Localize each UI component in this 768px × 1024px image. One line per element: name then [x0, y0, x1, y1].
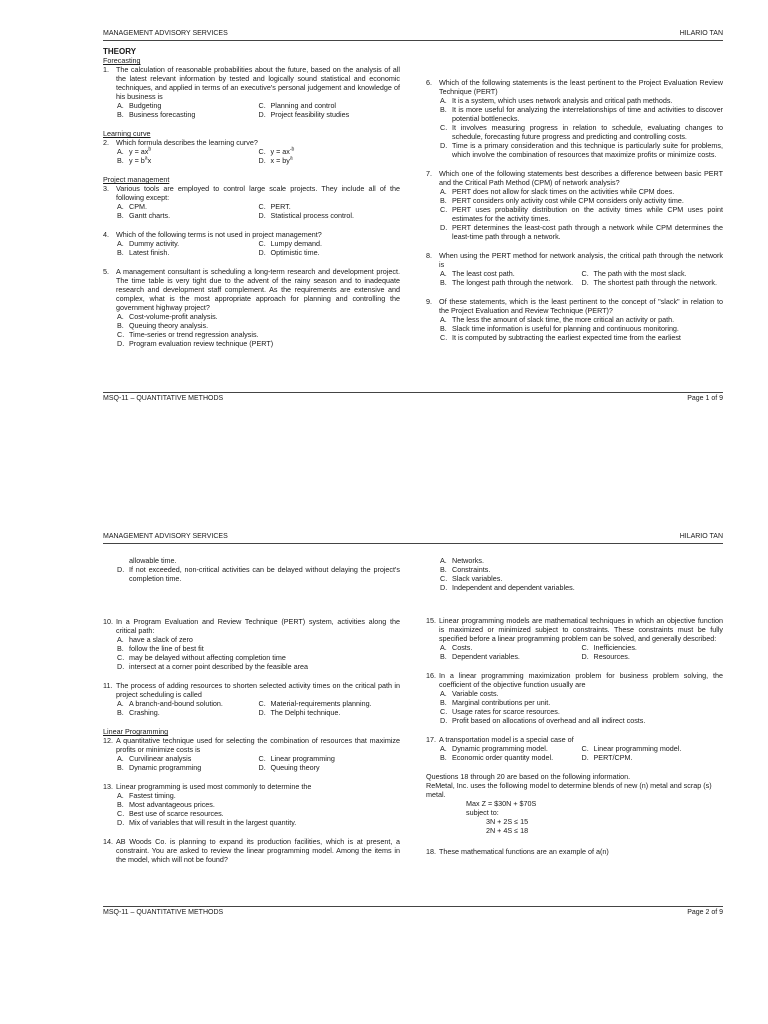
header-title: MANAGEMENT ADVISORY SERVICES	[103, 30, 228, 37]
constraint-1: 3N + 2S ≤ 15	[486, 817, 529, 826]
question-3: 3. Various tools are employed to control large scale projects. They include all of the following except:	[103, 184, 400, 202]
questions-18-20-intro: Questions 18 through 20 are based on the following information.	[426, 772, 631, 781]
question-13-options: A. Fastest timing. B. Most advantageous prices. C. Best use of scarce resources. D. Mix of variables that will result in the largest quantity.	[117, 791, 297, 827]
question-6: 6. Which of the following statements is the least pertinent to the Project Evaluation Review Technique (PERT)	[426, 78, 723, 96]
question-11: 11. The process of adding resources to shorten selected activity times on the critical path in project scheduling is called	[103, 681, 400, 699]
question-13: 13. Linear programming is used most commonly to determine the	[103, 782, 312, 791]
question-12: 12. A quantitative technique used for selecting the combination of resources that maximize profits or minimize costs is	[103, 736, 400, 754]
question-17-options: A. Dynamic programming model. C. Linear programming model. B. Economic order quantity model. D. PERT/CPM.	[440, 744, 682, 762]
question-7-options: A. PERT does not allow for slack times on the activities while CPM does. B. PERT considers only activity cost while CPM considers only activity time. C. PERT uses probability distribution on the activity times while CPM uses point estimates for the activity times. D. PERT determines the least-cost path through a network while CPM determines the least-time path through a network.	[440, 187, 723, 241]
page-1	[103, 30, 723, 403]
question-5-options: A. Cost-volume-profit analysis. B. Queuing theory analysis. C. Time-series or trend regression analysis. D. Program evaluation review technique (PERT)	[117, 312, 274, 348]
section-learning-curve: Learning curve	[103, 129, 151, 138]
remetal-description: ReMetal, Inc. uses the following model to determine blends of new (n) metal and scrap (s) metal.	[426, 781, 712, 799]
page-footer	[103, 906, 723, 917]
question-12-options: A. Curvilinear analysis C. Linear programming B. Dynamic programming D. Queuing theory	[117, 754, 335, 772]
question-14: 14. AB Woods Co. is planning to expand its production facilities, which is at present, a constraint. You are asked to review the linear programming model. Among the items in the model, which will not be found?	[103, 837, 400, 864]
page-footer	[103, 392, 723, 403]
question-9-options: A. The less the amount of slack time, the more critical an activity or path. B. Slack time information is useful for planning and continuous monitoring. C. It is computed by subtracting the earliest expected time from the earliest	[440, 315, 681, 342]
question-7: 7. Which one of the following statements best describes a difference between basic PERT and the Critical Path Method (CPM) of network analysis?	[426, 169, 723, 187]
page-2	[103, 533, 723, 917]
question-4-options: A. Dummy activity. C. Lumpy demand. B. Latest finish. D. Optimistic time.	[117, 239, 323, 257]
header-author: HILARIO TAN	[679, 30, 723, 37]
page-header	[103, 533, 723, 544]
question-9-option-d: If not exceeded, non-critical activities can be delayed without delaying the project's completion time.	[129, 565, 400, 583]
question-18: 18. These mathematical functions are an example of a(n)	[426, 847, 609, 856]
right-column	[426, 47, 723, 392]
question-15-options: A. Costs. C. Inefficiencies. B. Dependent variables. D. Resources.	[440, 643, 637, 661]
question-16-options: A. Variable costs. B. Marginal contributions per unit. C. Usage rates for scarce resources. D. Profit based on allocations of overhead and all indirect costs.	[440, 689, 646, 725]
right-column	[426, 556, 723, 906]
question-5: 5. A management consultant is scheduling a long-term research and development project. The time table is very tight due to the advent of the rainy season and to inadequate research and development staff complement. As the requirements are extensive and complex, what is the most appropriate approach for planning and controlling the government highway project?	[103, 267, 400, 312]
question-9-continued: allowable time.	[129, 556, 177, 565]
question-2-options: A. $y = ax^b$ C. $y = ax^{-b}$ B. $y = b^ax$ D. $x = by^a$	[117, 146, 295, 165]
header-author: HILARIO TAN	[679, 533, 723, 540]
question-17: 17. A transportation model is a special case of	[426, 735, 574, 744]
footer-course: MSQ-11 – QUANTITATIVE METHODS	[103, 909, 224, 916]
section-linear-programming: Linear Programming	[103, 727, 169, 736]
question-8: 8. When using the PERT method for network analysis, the critical path through the network is	[426, 251, 723, 269]
question-1: 1. The calculation of reasonable probabilities about the future, based on the analysis of all the latest relevant information by tested and logically sound statistical and economic techniques, and applied in terms of an executive's personal judgement and knowledge of his business is	[103, 65, 400, 101]
left-column: allowable time. D. If not exceeded, non-critical activities can be delayed without delaying the project's completion time. 10. In a Program Evaluation and Review Technique (PERT) system, activities along the critical path: A. have a slack of zero B. follow the line of best fit C. may be delayed without affecting completion time D. intersect at a corner point described by the feasible area 11. The process of adding resources to shorten selected activity times on the critical path in project scheduling is called A. A branch-and-bound solution. C. Material-requirements planning. B. Crashing. D. The Delphi technique. Linear Programming 12. A quantitative technique used for selecting the combination of resources that maximize profits or minimize costs is A. Curvilinear analysis C. Linear programming B. Dynamic programming D. Queuing theory 13. Linear programming is used most commonly to determine the A. Fastest timing. B. Most advantageous prices. C. Best use of scarce resources. D. Mix of variables that will result in the largest quantity. 14. AB Woods Co. is planning to expand its production facilities, which is at present, a constraint. You are asked to review the linear programming model. Among the items in the model, which will not be found?	[103, 556, 400, 864]
footer-course: MSQ-11 – QUANTITATIVE METHODS	[103, 395, 224, 402]
question-14-options: A. Networks. B. Constraints. C. Slack variables. D. Independent and dependent variables.	[440, 556, 575, 592]
question-2: 2. Which formula describes the learning curve?	[103, 138, 258, 147]
question-1-options: A. Budgeting C. Planning and control B. Business forecasting D. Project feasibility studies	[117, 101, 350, 119]
footer-page-number: Page 1 of 9	[687, 395, 723, 402]
question-9: 9. Of these statements, which is the least pertinent to the concept of "slack" in relation to the Project Evaluation and Review Technique (PERT)?	[426, 297, 723, 315]
theory-heading: THEORY	[103, 47, 137, 56]
left-column	[103, 47, 400, 392]
footer-page-number: Page 2 of 9	[687, 909, 723, 916]
question-15: 15. Linear programming models are mathematical techniques in which an objective function is maximized or minimized subject to constraints. These constraints must be fully specified before a linear programming problem can be solved, and generally described:	[426, 616, 723, 643]
page-header	[103, 30, 723, 41]
constraint-2: 2N + 4S ≤ 18	[486, 826, 529, 835]
section-project-management: Project management	[103, 175, 170, 184]
question-4: 4. Which of the following terms is not used in project management?	[103, 230, 322, 239]
subject-to-label: subject to:	[466, 808, 499, 817]
question-10: 10. In a Program Evaluation and Review Technique (PERT) system, activities along the critical path:	[103, 617, 400, 635]
question-10-options: A. have a slack of zero B. follow the line of best fit C. may be delayed without affecting completion time D. intersect at a corner point described by the feasible area	[117, 635, 308, 671]
question-6-options: A. It is a system, which uses network analysis and critical path methods. B. It is more useful for analyzing the interrelationships of time and activities to discover potential bottlenecks. C. It involves measuring progress in relation to schedule, evaluating changes to schedule, forecasting future progress and predicting and controlling costs. D. Time is a primary consideration and this technique is particularly suite for problems, which involve the combination of resources that maximize profits or minimize costs.	[440, 96, 723, 159]
section-forecasting: Forecasting	[103, 56, 141, 65]
question-8-options: A. The least cost path. C. The path with the most slack. B. The longest path through the network. D. The shortest path through the network.	[440, 269, 717, 287]
header-title: MANAGEMENT ADVISORY SERVICES	[103, 533, 228, 540]
question-3-options: A. CPM. C. PERT. B. Gantt charts. D. Statistical process control.	[117, 202, 354, 220]
question-11-options: A. A branch-and-bound solution. C. Material-requirements planning. B. Crashing. D. The Delphi technique.	[117, 699, 372, 717]
objective-function: Max Z = $30N + $70S	[466, 799, 537, 808]
question-16: 16. In a linear programming maximization problem for business problem solving, the coefficient of the objective function usually are	[426, 671, 723, 689]
